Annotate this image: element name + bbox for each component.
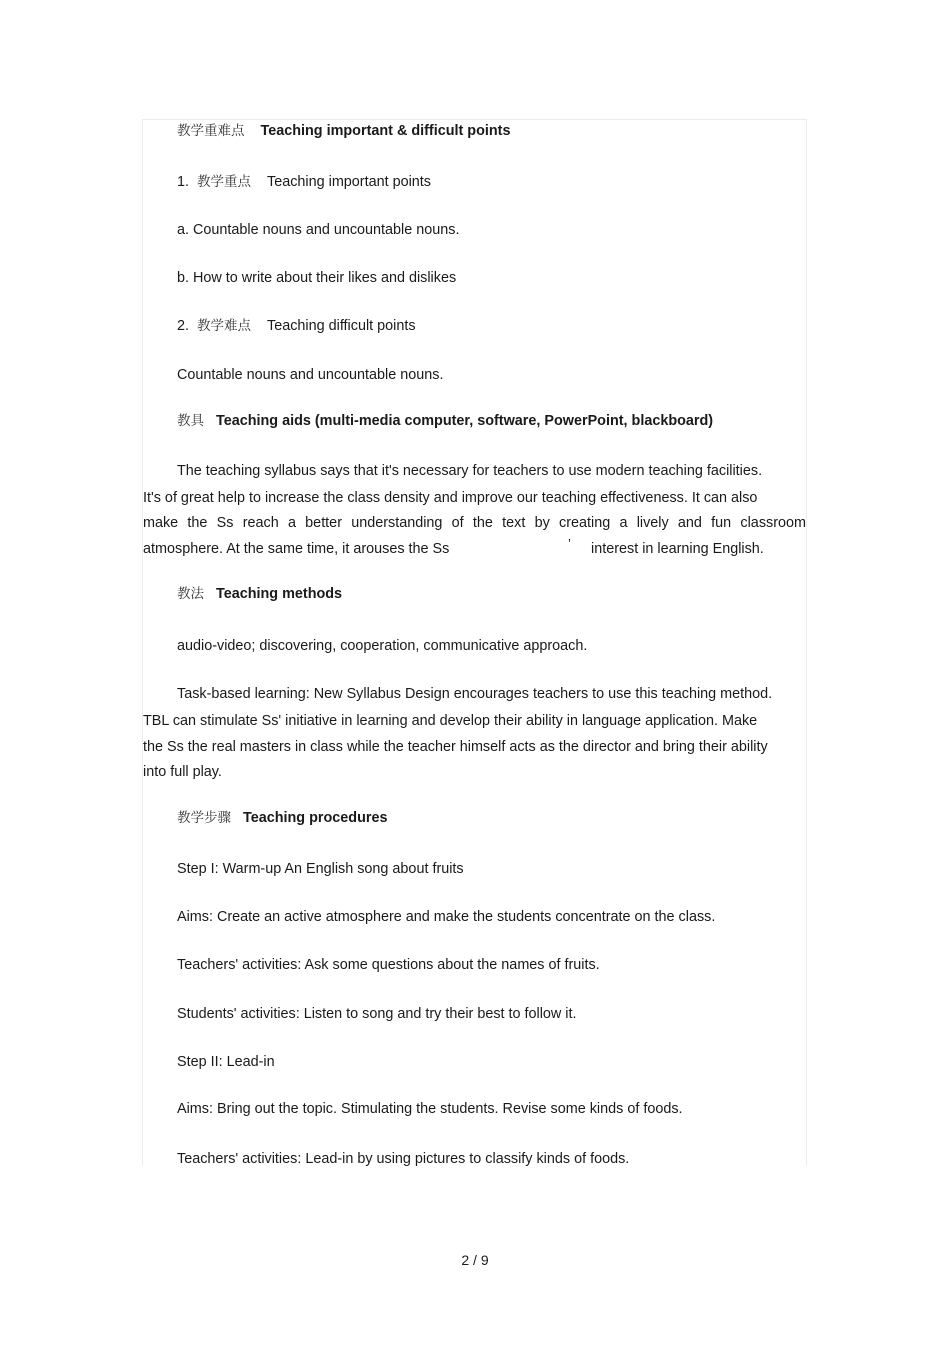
aids-text-part: interest in learning English. — [591, 541, 764, 557]
step-line: Step II: Lead-in — [177, 1054, 275, 1070]
list-number: 1. — [177, 174, 190, 190]
step-line: Step I: Warm-up An English song about fruits — [177, 861, 464, 877]
heading-en: Teaching procedures — [243, 810, 388, 826]
heading-zh: 教学重点 — [197, 174, 252, 190]
heading-en: Teaching aids (multi-media computer, software, PowerPoint, blackboard) — [216, 413, 714, 429]
heading-en: Teaching important & difficult points — [260, 123, 511, 139]
heading-teaching-aids — [177, 413, 713, 430]
aids-text-part: atmosphere. At the same time, it arouses the Ss — [143, 541, 450, 557]
difficult-points-heading — [177, 318, 416, 335]
heading-zh: 教法 — [177, 586, 204, 602]
heading-zh: 教学重难点 — [177, 123, 245, 139]
tbl-paragraph-line: the Ss the real masters in class while the teacher himself acts as the director and bring their ability — [143, 739, 768, 755]
aids-paragraph-line: make the Ss reach a better understanding of the text by creating a lively and fun classroom — [143, 515, 806, 531]
step-line: Aims: Create an active atmosphere and make the students concentrate on the class. — [177, 909, 716, 925]
list-number: 2. — [177, 318, 190, 334]
page-number: 2 / 9 — [461, 1252, 489, 1268]
methods-text: audio-video; discovering, cooperation, communicative approach. — [177, 638, 588, 654]
tbl-paragraph-line: Task-based learning: New Syllabus Design encourages teachers to use this teaching method. — [177, 686, 773, 702]
step-line: Teachers' activities: Lead-in by using pictures to classify kinds of foods. — [177, 1151, 630, 1167]
step-line: Aims: Bring out the topic. Stimulating the students. Revise some kinds of foods. — [177, 1101, 683, 1117]
heading-difficult-points — [177, 123, 510, 140]
tbl-paragraph-line: TBL can stimulate Ss' initiative in learning and develop their ability in language application. Make — [143, 713, 758, 729]
point-b: b. How to write about their likes and dislikes — [177, 270, 457, 286]
heading-teaching-procedures — [177, 810, 387, 827]
heading-zh: 教学难点 — [197, 318, 252, 334]
heading-zh: 教具 — [177, 413, 204, 429]
step-line: Students' activities: Listen to song and try their best to follow it. — [177, 1006, 577, 1022]
aids-paragraph-line: It's of great help to increase the class density and improve our teaching effectiveness. It can also — [143, 490, 758, 506]
tbl-paragraph-line: into full play. — [143, 764, 222, 780]
heading-en: Teaching methods — [216, 586, 343, 602]
step-line: Teachers' activities: Ask some questions about the names of fruits. — [177, 957, 600, 973]
apostrophe-mark: ’ — [568, 536, 571, 551]
heading-teaching-methods — [177, 586, 342, 603]
aids-paragraph-line — [143, 541, 449, 558]
heading-zh: 教学步骤 — [177, 810, 231, 826]
point-a: a. Countable nouns and uncountable nouns. — [177, 222, 460, 238]
heading-en: Teaching difficult points — [267, 318, 416, 334]
difficult-text: Countable nouns and uncountable nouns. — [177, 367, 444, 383]
heading-en: Teaching important points — [267, 174, 432, 190]
important-points-heading — [177, 174, 431, 191]
aids-paragraph-line: The teaching syllabus says that it's necessary for teachers to use modern teaching facilities. — [177, 463, 763, 479]
